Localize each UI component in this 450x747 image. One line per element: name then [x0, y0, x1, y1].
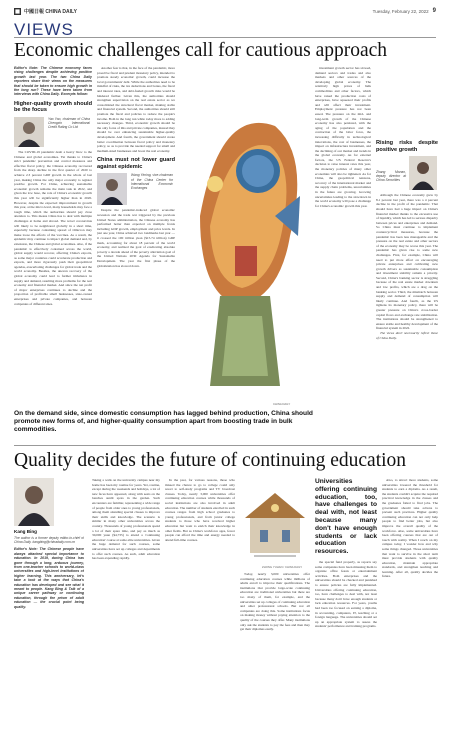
- author2-block: [97, 173, 175, 205]
- article2-pull-quote: Universities offering continuing education, too, have challenges to deal with, not least because many don't have enough students or lack education resources.: [315, 478, 377, 556]
- article2-illustration: [240, 478, 310, 563]
- article1-caption: CHINA DAILY: [273, 402, 291, 406]
- article2-headline: Quality decides the future of continuing education: [14, 450, 407, 471]
- article2-author-column: [14, 478, 84, 740]
- article2-col1-body: Taking a walk on the university campus near my home has been my routine for years. Yet, routine, except during the weekends and holidays, a lot of new faces have appeared, along with seats on the benches sunlit spots in the garden. Such encounters are familiar, representing a wide range of people from older ones to young professionals, among them attending special classes to improve their skills and knowledge. The scenario is similar in many other universities across the country. Thousands of young professionals spend a lot of their spare time, and pay as much as 30,000 yuan ($4,735) to attend a 'continuing education' course at some elite universities. Given the huge demand for such courses, some universities have set up colleges and departments to offer such courses. As such, adult education has been expanding rapidly.: [92, 478, 160, 561]
- article1-col2b-body: Despite the pandemic-induced global economic recession and the trade war triggered by the previous United States administration, the Chinese economy has performed better than expected on multiple fronts including GDP growth, employment and price levels. In just one year, China achieved two landmarks last year — it crossed the 100 trillion yuan ($15.74 trillion) GDP mark, accounting for about 18 percent of the world economy, and realized the goal of eradicating absolute poverty a decade ahead of the poverty alleviation goal of the United Nations 2030 Agenda for Sustainable Development. The year the first phase of the globalization has slowed down.: [97, 208, 175, 268]
- article1-disclaimer: The views don't necessarily reflect those of China Daily.: [376, 331, 438, 340]
- article2-column-5: [382, 478, 438, 740]
- page-number: 9: [432, 8, 436, 14]
- article1-col1-body: The COVID-19 pandemic dealt a heavy blow to the Chinese and global economies. Yet thanks to China's strict pandemic prevention and control measures and effective fiscal policy, the Chinese economy recovered from the sharp decline in the first quarter of 2020 to achieve 2.3 percent GDP growth in the whole of last year, making China the only major economy to register positive growth. For China, achieving sustainable economic growth remains the main task in 2022, and given the low base, the role of China's economic growth this year will be significantly higher than in 2020. However, despite the expected improvement in growth this year, at the micro level, many households may face a tough time, which the authorities should pay close attention to. This means China has to deal with multiple challenges at home and abroad. The novel coronavirus will likely to be neighbored globally in a short time, especially because containing spread of Omicron may make loose the effects of the vaccines. As a result, the epidemic may continue to impact global demand and, by extension, the Chinese and global economies. Also, if the pandemic is effectively contained across the world, global supply would recover, affecting China's exports, as some major countries could accelerate production and exports, and more rigorously push their geopolitical agendas, exacerbating challenges for global trade and the world economy. Besides, the uneven recovery of the global economy could lead to further imbalance in supply and demand, resulting more problems for the real economy and financial market. And since the net profit of major enterprises continues to decline and the proportion of profitable small businesses, state-owned enterprises and private companies, and between companies of different sizes.: [14, 150, 92, 306]
- article2-col2-body: In the past, for various reasons, those who missed the chance to go to college could only resort to self-study programs and TV broadcast classes. Today, nearly 3,000 universities offer continuing education courses while thousands of social institutions are also involved in adult education. The number of students enrolled in such courses ranges from high school graduates to young professionals, and from junior college students to those who have received higher education but want to enrich their knowledge in other fields. But as China's workforce ages, fewer people can afford the time and energy needed to attend full-time courses.: [165, 478, 235, 542]
- article1-subhead-3: Rising risks despite positive growth: [376, 140, 438, 153]
- author1-portrait: [14, 117, 44, 147]
- brand-name: 中國日報 CHINA DAILY: [24, 8, 77, 15]
- article1-column-2: [97, 66, 175, 396]
- author3-portrait: [409, 156, 437, 190]
- article1-col4-body: Although the Chinese economy grew by 8.1 percent last year, there was a 4 percent decline in the profit of the pandemic. That should have had a huge impact on China's financial market thanks to the excessive use of liquidity, which has led to serious disparity between prices and enterprises and demand. So China must continue to implement countercyclical measures, because the pandemic has been less manageable and the pressure on the real estate and other sectors of the economy may be worse this year. The pandemic has given rise to some new challenges. First, for example, China will need to put more effort on encouraging private enterprises and cultivating new growth drivers as sustainable consumption and investment stability remain a priority. Second, China's banking sector is struggling because of the real estate market downturn and low profits, which are a drag on the banking sector. Third, the mismatch between supply and demand of consumption will likely continue. And fourth, as the US tightens its monetary policy, there will be greater pressure on China's cross-border capital flows and exchange rate stabilization. The institutions should be strengthened to ensure stable and healthy development of the financial system in 2022.: [376, 193, 438, 331]
- author3-bio: Zhang Monan, deputy director at China Securities: [376, 170, 406, 183]
- article2-column-3: [240, 572, 310, 740]
- article1-illustration: [180, 66, 310, 408]
- education-illustration: [240, 478, 310, 563]
- article2-column-1: [92, 478, 160, 740]
- economy-illustration: [180, 66, 310, 408]
- article1-col3-body: investment growth sector has slowed, demand sectors and trades and also markets and other sources of the developing global economy. The relatively high prices of bulk commodities and other factors, which have raised the production costs of enterprises, have squeezed their profits and will affect their investment. Employment pressure has not been eased. The pressure on the mid- and long-term growth of the Chinese economy has also persisted, with the aging of the population and the contraction of the labor force, the increasing difficulty in technological innovations, the cost of businesses, the impact on infrastructure investment, and the declining of our market and trends in the global economy. As for external factors, the US Federal Reserve's decision to raise interest rates this year, the monetary policies of many other economies will also be tightened. As for China, the geopolitical tensions, recovery of the international market and the supply chain problems, uncertainties in the future are growing. Growing uncertainties leading to the slowdown in the world economy will pose a challenge for China's economic growth this year.: [315, 66, 371, 208]
- author1-bio: Yao Yao, chairman of China Chengxin International Credit Rating Co Ltd: [48, 117, 90, 130]
- masthead: [14, 6, 436, 16]
- article1-subhead-2: China must not lower guard against epidemic: [97, 157, 175, 170]
- article1-column-4: [376, 66, 438, 446]
- article2-column-4: [315, 478, 377, 740]
- author1-block: [14, 117, 92, 147]
- author2-bio: Wang Yiming, vice-chairman of the China Center for International Economic Exchanges: [131, 173, 173, 190]
- article1-pull-quote: On the demand side, since domestic consumption has lagged behind production, China should promote new forms of, and higher-quality consumption apart from boosting trade in bulk commodities.: [14, 410, 313, 433]
- article1-subhead-1: Higher-quality growth should be the focus: [14, 100, 92, 114]
- article1-column-1: [14, 66, 92, 396]
- masthead-date-group: [373, 8, 436, 14]
- article2-caption: ZHONG YUHAN / CHINA DAILY: [262, 565, 303, 569]
- article2-editors-note: Editor's Note: The Chinese people have always attached special importance to education. In 2019, during China has gone through a long, arduous journey, from one-teacher schools to world-class universities and high-level institutions of higher learning. This anniversary, let's take a look at the ways that China's education has developed and see what it meant to people. Kang Bing & Talk of a unique career pathway or continuing education, through the prism of adult education — the crucial point being quality.: [14, 547, 84, 609]
- article2-col4-body: the special fund properly, as reports say some companies have been misusing them to organize office feasts or entertainment activities. Both enterprises and the universities should be checked and punished to ensure policies are fully implemented. Universities offering continuing education, too, have challenges to deal with, not least because many don't have enough students or lack education resources. For years, youths had been too focused on earning a diploma, in accounting, computers, IT, teaching or a foreign language. The universities should set up an appropriate system to assess the students' performance and training programs.: [315, 559, 377, 629]
- article2-author-portrait: [14, 478, 54, 526]
- article1-col2-body: Another fear is that, in the face of the pandemic, more proactive fiscal and prudent monetary policy, intended to promote steady economic growth, could increase the local governments' debt. While the authorities need to be mindful of risks, the tax deductions and bonus, the fiscal and interest rates, and debt-fueled growth risks would be hindered further. Given this, the authorities should strengthen supervision on the real estate sector as we consolidated the structural fiscal market, making stable and financial system. Second, the authorities should still promote the fiscal and policies to reduce the people's income. Both in the long run while today more to adding necessary changes. Third, economic growth should be the only focus of this and private companies, instead they should be over enhancing sustainable higher-quality development. And fourth, the government should create better coordination between fiscal policy and monetary policy, so as to provide the needed support for small and medium-sized businesses and boost the real economy.: [97, 66, 175, 153]
- article2-author-bio: The author is a former deputy editor-in-chief of China Daily. kangbing@chinadaily.com.cn: [14, 536, 84, 545]
- issue-date: Tuesday, February 22, 2022: [372, 8, 429, 14]
- article2-author-name: Kang Bing: [14, 528, 37, 534]
- article2-col5-body: Also, to attract more students, some universities lowered the threshold for students to earn a diploma. As a result, the students couldn't acquire the required practical knowledge in the classes and the graduates failed to find jobs. The government should take actions to prevent such practices. Higher quality continuing education can not only help people to find better jobs, but also improve the overall quality of the workforce. Also, some universities have been offering courses that are out of touch with reality. When I reach on my campus today, I wonder how and why some things changed. Those universities that want to survive in the short term must provide students with quality education, maintain appropriate standards, and strengthen teaching and learning. After all, quality decides the future.: [382, 478, 438, 579]
- author2-portrait: [97, 173, 127, 205]
- article1-editors-note: Editor's Note: The Chinese economy faces rising challenges despite achieving positive growth last year. The two China Daily reporters share their views on the measures that should be taken to ensure high growth in the long run? These have been taken from interviews with China Daily. Excerpts follow:: [14, 66, 92, 97]
- article1-column-3: [315, 66, 371, 408]
- article1-headline: Economic challenges call for cautious approach: [14, 40, 388, 61]
- china-daily-logo-icon: [14, 8, 21, 15]
- section-title: VIEWS: [14, 20, 74, 39]
- article2-col3-body: Today, nearly 3,000 universities offer continuing education courses while millions of adults enroll to improve their qualifications. The institutions that provide large-scale continuing education are traditional universities but there are too many of them, for example, and the universities set up colleges of continuing education and other professional schools. But not all companies are doing this. Some institutions focus on making money without paying attention to the quality of the courses they offer. Many institutions only ask the students to pay the fees and then they get their diplomas easily.: [240, 572, 310, 632]
- section-divider: [14, 37, 436, 38]
- author3-block: [376, 156, 438, 190]
- articles-divider: [14, 445, 436, 446]
- masthead-brand-group: [14, 8, 77, 15]
- article2-column-2: [165, 478, 235, 740]
